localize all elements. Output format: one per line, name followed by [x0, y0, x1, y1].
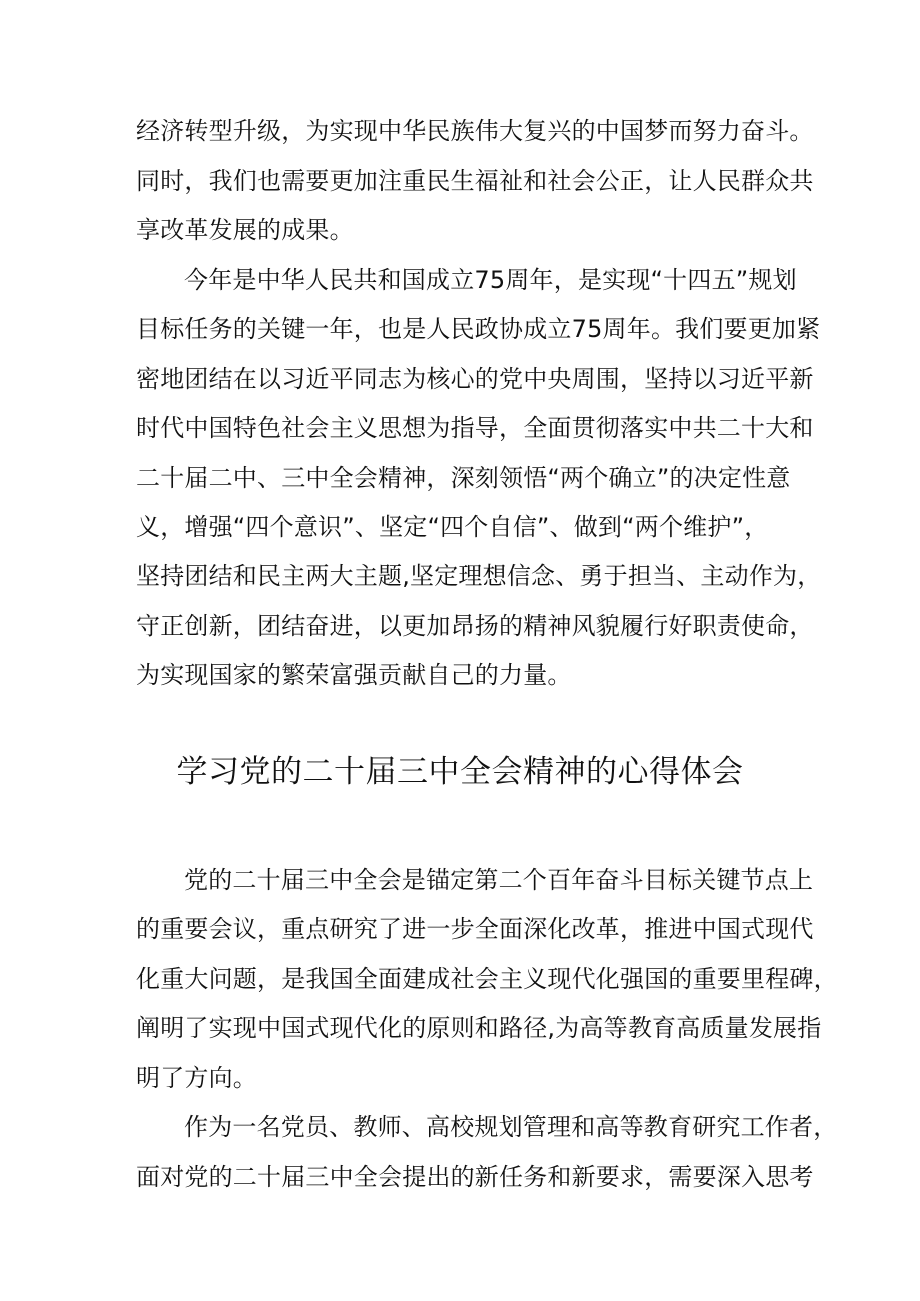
text-line: 明了方向。	[136, 1064, 257, 1092]
text-line: 为实现国家的繁荣富强贡献自己的力量。	[136, 661, 572, 689]
paragraph-first-line: 今年是中华人民共和国成立75周年，是实现“十四五”规划	[184, 266, 797, 294]
paragraph-first-line: 作为一名党员、教师、高校规划管理和高等教育研究工作者，	[184, 1113, 838, 1141]
paragraph-first-line: 党的二十届三中全会是锚定第二个百年奋斗目标关键节点上	[184, 866, 814, 894]
text-line: 义，增强“四个意识”、坚定“四个自信”、做到“两个维护”，	[136, 513, 769, 541]
text-line: 经济转型升级，为实现中华民族伟大复兴的中国梦而努力奋斗。	[136, 117, 814, 145]
text-line: 坚持团结和民主两大主题,坚定理想信念、勇于担当、主动作为，	[136, 562, 822, 590]
text-line: 同时，我们也需要更加注重民生福祉和社会公正，让人民群众共	[136, 167, 814, 195]
text-line: 密地团结在以习近平同志为核心的党中央周围，坚持以习近平新	[136, 365, 814, 393]
text-line: 二十届二中、三中全会精神，深刻领悟“两个确立”的决定性意	[136, 464, 791, 492]
document-title: 学习党的二十届三中全会精神的心得体会	[176, 754, 744, 790]
text-line: 守正创新，团结奋进，以更加昂扬的精神风貌履行好职责使命，	[136, 612, 814, 640]
text-line: 的重要会议，重点研究了进一步全面深化改革，推进中国式现代	[136, 915, 814, 943]
text-line: 享改革发展的成果。	[136, 216, 354, 244]
text-line: 阐明了实现中国式现代化的原则和路径,为高等教育高质量发展指	[136, 1014, 822, 1042]
text-line: 时代中国特色社会主义思想为指导，全面贯彻落实中共二十大和	[136, 414, 814, 442]
text-line: 目标任务的关键一年，也是人民政协成立75周年。我们要更加紧	[136, 315, 821, 343]
text-line: 化重大问题，是我国全面建成社会主义现代化强国的重要里程碑，	[136, 965, 838, 993]
text-line: 面对党的二十届三中全会提出的新任务和新要求，需要深入思考	[136, 1163, 814, 1191]
